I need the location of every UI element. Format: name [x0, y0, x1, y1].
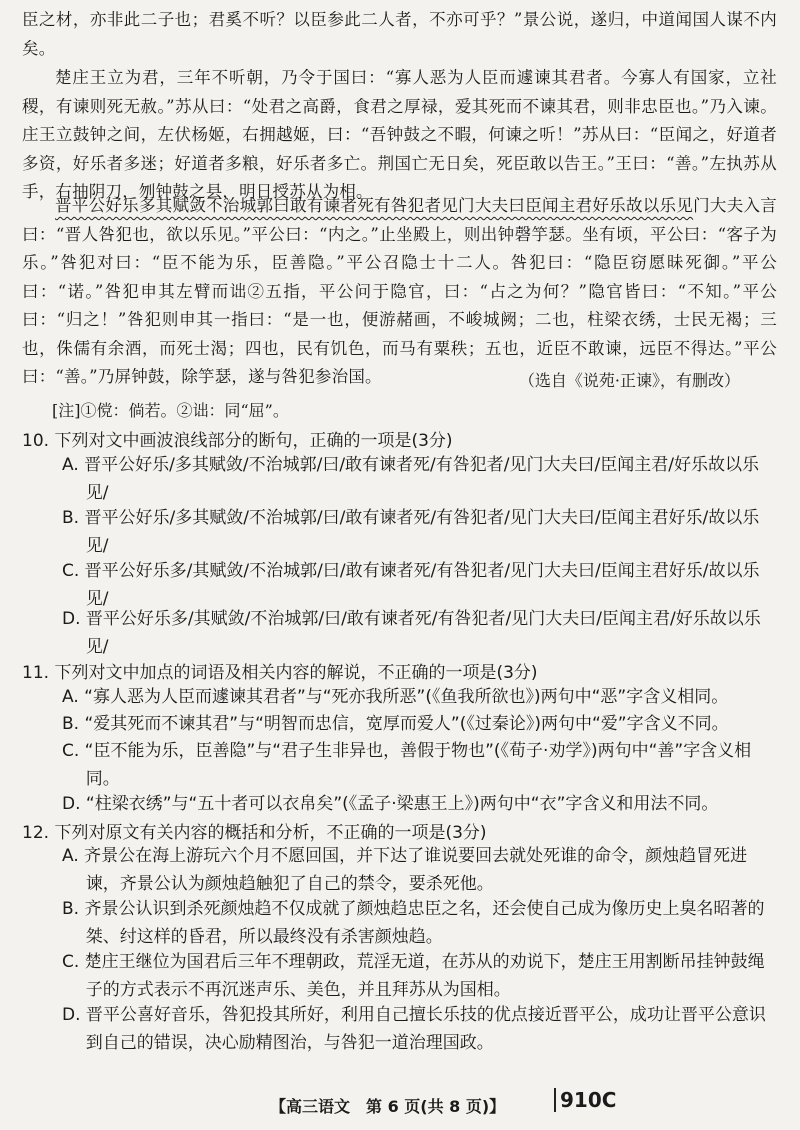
passage-paragraph-2 [22, 192, 777, 392]
question-11-option-c: C. “臣不能为乐，臣善隐”与“君子生非异也，善假于物也”(《荀子·劝学》)两句中“善”字含义相同。 [62, 741, 752, 789]
passage-paragraph-2-rest: 门大夫入言曰：“晋人咎犯也，欲以乐见。”平公曰：“内之。”止坐殿上，则出钟磬竽瑟。坐有顷，平公曰：“客子为乐。”咎犯对曰：“臣不能为乐，臣善隐。”平公召隐士十二人。咎犯曰：“隐臣窃愿昧死御。”平公曰：“诺。”咎犯申其左臂而诎②五指，平公问于隐官，曰：“占之为何？”隐官皆曰：“不知。”平公曰：“归之！”咎犯则申其一指曰：“是一也，便游赭画，不峻城阙；二也，柱梁衣绣，士民无褐；三也，侏儒有余酒，而死士渴；四也，民有饥色，而马有粟秩；五也，近臣不敢谏，远臣不得达。”平公曰：“善。”乃屏钟鼓，除竽瑟，遂与咎犯参治国。 [22, 196, 777, 386]
question-12-option-a: A. 齐景公在海上游玩六个月不愿回国，并下达了谁说要回去就处死谁的命令，颜烛趋冒死进谏，齐景公认为颜烛趋触犯了自己的禁令，要杀死他。 [62, 846, 748, 894]
annotation-note: [注]①傥：倘若。②诎：同“屈”。 [52, 401, 289, 420]
page-footer-label: 【高三语文 第 6 页(共 8 页)】 [270, 1097, 506, 1116]
question-10-option-b: B. 晋平公好乐/多其赋敛/不治城郭/曰/敢有谏者死/有咎犯者/见门大夫曰/臣闻主君好乐/故以乐见/ [62, 508, 760, 556]
question-10-stem: 10. 下列对文中画波浪线部分的断句，正确的一项是(3分) [22, 431, 453, 451]
exam-code: 910C [554, 1088, 616, 1112]
question-11-stem: 11. 下列对文中加点的词语及相关内容的解说，不正确的一项是(3分) [22, 663, 538, 683]
question-10-option-a: A. 晋平公好乐/多其赋敛/不治城郭/曰/敢有谏者死/有咎犯者/见门大夫曰/臣闻主君/好乐故以乐见/ [62, 455, 759, 503]
question-12-option-b: B. 齐景公认识到杀死颜烛趋不仅成就了颜烛趋忠臣之名，还会使自己成为像历史上臭名昭著的桀、纣这样的昏君，所以最终没有杀害颜烛趋。 [62, 899, 765, 947]
passage-paragraph-1: 楚庄王立为君，三年不听朝，乃令于国曰：“寡人恶为人臣而遽谏其君者。今寡人有国家，立社稷，有谏则死无赦。”苏从曰：“处君之高爵，食君之厚禄，爱其死而不谏其君，则非忠臣也。”乃入谏。庄王立鼓钟之间，左伏杨姬，右拥越姬，曰：“吾钟鼓之不暇，何谏之听！”苏从曰：“臣闻之，好道者多资，好乐者多迷；好道者多粮，好乐者多亡。荆国亡无日矣，死臣敢以告王。”王曰：“善。”左执苏从手，右抽阴刀，刎钟鼓之县，明日授苏从为相。 [22, 68, 777, 201]
question-11-option-a: A. “寡人恶为人臣而遽谏其君者”与“死亦我所恶”(《鱼我所欲也》)两句中“恶”字含义相同。 [62, 687, 729, 707]
source-citation: （选自《说苑·正谏》，有删改） [518, 371, 740, 390]
question-10-option-d: D. 晋平公好乐多/其赋敛/不治城郭/曰/敢有谏者死/有咎犯者/见门大夫曰/臣闻主君/好乐故以乐见/ [62, 609, 761, 657]
wavy-underlined-sentence: 晋平公好乐多其赋敛不治城郭曰敢有谏者死有咎犯者见门大夫曰臣闻主君好乐故以乐见 [55, 196, 694, 215]
question-11-option-d: D. “柱梁衣绣”与“五十者可以衣帛矣”(《孟子·梁惠王上》)两句中“衣”字含义和用法不同。 [62, 794, 719, 814]
passage-paragraph-0: 臣之材，亦非此二子也；君奚不听？以臣参此二人者，不亦可乎？”景公说，遂归，中道闻国人谋不内矣。 [22, 10, 777, 58]
question-12-option-d: D. 晋平公喜好音乐，咎犯投其所好，利用自己擅长乐技的优点接近晋平公，成功让晋平公意识到自己的错误，决心励精图治，与咎犯一道治理国政。 [62, 1005, 766, 1053]
question-12-option-c: C. 楚庄王继位为国君后三年不理朝政，荒淫无道，在苏从的劝说下，楚庄王用割断吊挂钟鼓绳子的方式表示不再沉迷声乐、美色，并且拜苏从为国相。 [62, 952, 765, 1000]
question-10-option-c: C. 晋平公好乐多/其赋敛/不治城郭/曰/敢有谏者死/有咎犯者/见门大夫曰/臣闻主君好乐/故以乐见/ [62, 561, 760, 609]
question-11-option-b: B. “爱其死而不谏其君”与“明智而忠信，宽厚而爱人”(《过秦论》)两句中“爱”字含义不同。 [62, 714, 729, 734]
question-12-stem: 12. 下列对原文有关内容的概括和分析，不正确的一项是(3分) [22, 823, 487, 843]
